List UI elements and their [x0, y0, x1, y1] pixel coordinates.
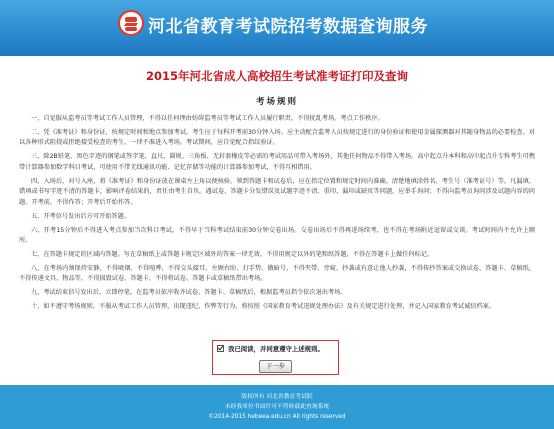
footer-notice: 未经我单位书面许可不得转载此查询系统	[224, 404, 330, 410]
next-button[interactable]: 下一步	[259, 360, 292, 373]
rule-item: 八、在考场内须保持安静，不得吸烟，不得喧哗，不得交头接耳、左顾右盼、打手势、做暗号，不得夹带、旁窥、抄袭或有意让他人抄袭，不得传抄答案或交换试卷、答题卡、草稿纸，不得传递文具、物品等，不得损毁试卷、答题卡，不得将试卷、答题卡或草稿纸带出考场。	[19, 265, 535, 283]
rule-item: 十、如不遵守考场规则，不服从考试工作人员管理，出现违纪、作弊等行为，将按照《国家教育考试违规处理办法》及有关规定进行处理，并记入国家教育考试诚信档案。	[31, 303, 496, 311]
footer-rights: ©2014-2015 hebeea.edu.cn All rights reserved	[208, 414, 346, 420]
rule-item: 三、除2B铅笔、黑色字迹的钢笔或签字笔、直尺、圆规、三角板、无封套橡皮等必需的考试用品可带入考场外，其他任何物品不得带入考场。高中起点升本科和高中起点升专科考生可携带计算器参加数学科目考试，可使用不带无线通讯功能、记忆存储等功能的计算器参加考试，不得互相借用。	[19, 153, 535, 171]
hebeea-logo-icon	[118, 10, 144, 36]
main-content	[0, 56, 554, 385]
rules-list	[19, 114, 535, 316]
rule-item: 一、自觉服从监考员等考试工作人员管理，不得以任何理由妨碍监考员等考试工作人员履行职责，不得扰乱考场、考点工作秩序。	[31, 115, 384, 122]
site-title: 河北省教育考试院招考数据查询服务	[148, 17, 428, 37]
rule-item: 六、开考15分钟后不得进入考点参加当次科目考试。不得早于当科考试结束前30分钟交卷出场。交卷出场后不得再进场续考，也不得在考场附近逗留或交谈。考试时间内不允许上厕所。	[19, 226, 535, 245]
rule-item: 七、在答题卡规定的区域内答题。写在草稿纸上或答题卡规定区域外的答案一律无效。不得用规定以外的笔和纸答题，不得在答题卡上做任何标记。	[31, 251, 434, 259]
rule-item: 五、开考信号发出后方可开始答题。	[31, 212, 130, 220]
rules-title: 考场规则	[255, 97, 298, 107]
rule-item: 九、考试结束信号发出后，立即停笔，在监考员依序收齐试卷、答题卡、草稿纸后，根据监考员指令依次退出考场。	[31, 289, 347, 297]
page-title: 2015年河北省成人高校招生考试准考证打印及查询	[145, 69, 408, 83]
rule-item: 四、入场后，对号入座，将《准考证》和身份证放在课桌左上角以便核验。领到答题卡和试卷后，应在指定位置和规定时间内准确、清楚地填涂姓名、考生号（准考证号）等。凡漏填、错填或书写字迹不清的答题卡，影响评卷结果的，责任由考生自负。遇试卷、答题卡分发错误及试题字迹不清、重印、漏印或缺页等问题，应举手询问；不得向监考员询问涉及试题内容的问题。开考前，不得作答；开考后开始作答。	[19, 177, 535, 206]
site-footer	[0, 385, 554, 429]
site-header	[0, 0, 554, 56]
rule-item: 二、凭《准考证》和身份证，按规定时间和地点参加考试。考生应于每科开考前30分钟入场。应主动配合监考人员按规定进行的身份验证和使用金属探测器对其随身物品的必要检查。对以各种形式阻挠或拒绝接受检查的考生，一律不准进入考场。考试期间，应自觉配合指纹验证。	[19, 129, 535, 147]
agree-checkbox[interactable]	[217, 345, 224, 352]
agree-box	[212, 340, 339, 375]
footer-copyright: 版权所有 河北省教育考试院	[241, 394, 313, 400]
agree-label[interactable]: 我已阅读，并同意遵守上述规则。	[228, 345, 324, 353]
